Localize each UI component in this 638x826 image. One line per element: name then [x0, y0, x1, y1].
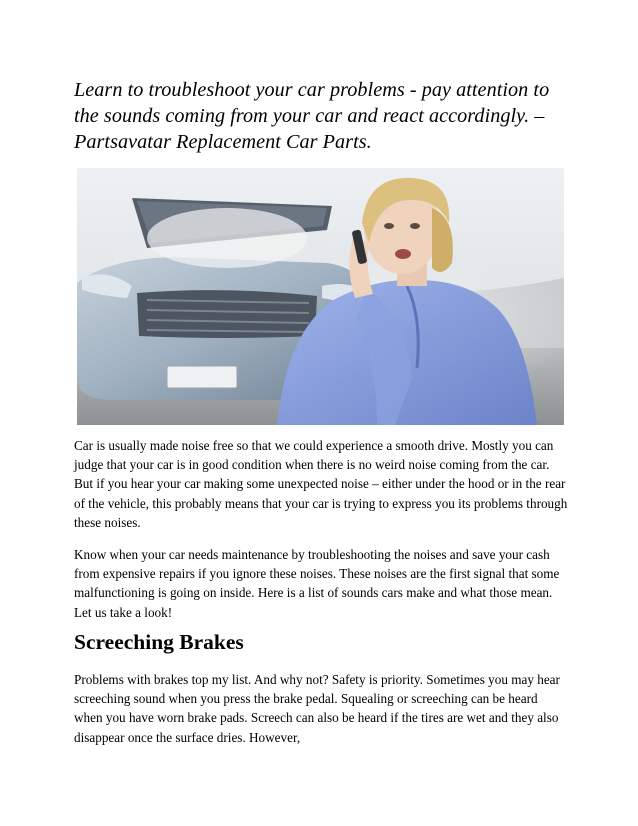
hero-photo-illustration — [77, 168, 564, 425]
section-heading-screeching-brakes: Screeching Brakes — [74, 630, 244, 654]
document-headline: Learn to troubleshoot your car problems - pay attention to the sounds coming from your car and react accordingly. – Partsavatar Replacement Car Parts. — [74, 79, 550, 153]
maintenance-paragraph: Know when your car needs maintenance by troubleshooting the noises and save your cash from expensive repairs if you ignore these noises. These noises are the first signal that some malfunctioning is going on inside. Here is a list of sounds cars make and what those mean. Let us take a look! — [74, 547, 560, 620]
intro-paragraph: Car is usually made noise free so that we could experience a smooth drive. Mostly you can judge that your car is in good condition when there is no weird noise coming from the car. But if you hear your car making some unexpected noise – either under the hood or in the rear of the vehicle, this probably means that your car is trying to express you its problems through these noises. — [74, 438, 568, 530]
screeching-brakes-paragraph: Problems with brakes top my list. And why not? Safety is priority. Sometimes you may hear screeching sound when you press the brake pedal. Squealing or screeching can be heard when you have worn brake pads. Screech can also be heard if the tires are wet and they also disappear once the surface dries. However, — [74, 672, 560, 745]
hero-photo-woman-broken-down-car — [77, 168, 564, 425]
